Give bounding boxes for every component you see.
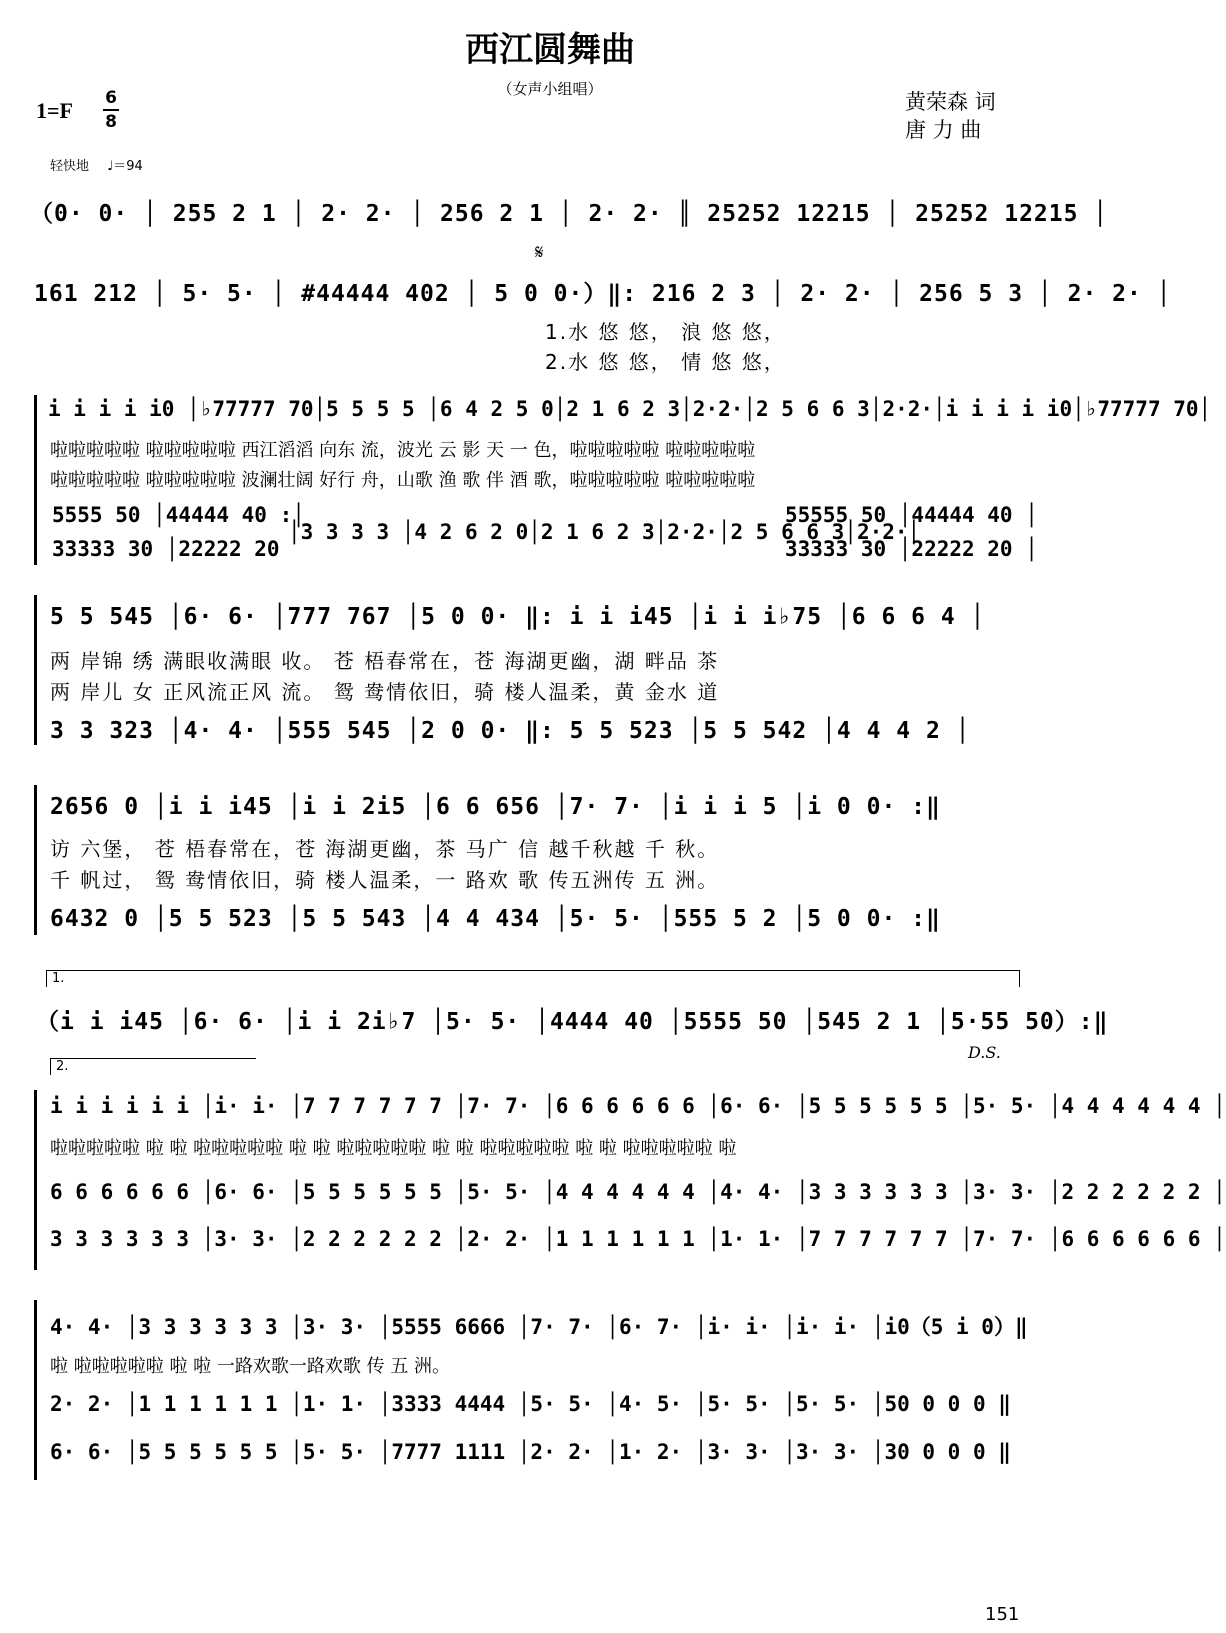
- first-ending-bracket: [46, 970, 1020, 987]
- system-2-notes: 161 212 │ 5· 5· │ #44444 402 │ 5 0 0·）‖: 216 2 3 │ 2· 2· │ 256 5 3 │ 2· 2· │: [34, 281, 1172, 307]
- system-4-harmony: 3 3 323 │4· 4· │555 545 │2 0 0· ‖: 5 5 523 │5 5 542 │4 4 4 2 │: [50, 718, 971, 744]
- tempo-marking: [50, 155, 143, 174]
- system-4-lyric-verse-2: 两 岸儿 女 正风流正风 流。 鸳 鸯情依旧，骑 楼人温柔，黄 金水 道: [50, 680, 720, 704]
- page-number: 151: [985, 1604, 1020, 1625]
- system-3-harmony-end-upper: 55555 50 │44444 40 │: [785, 503, 1038, 527]
- system-3-harmony-middle: │3 3 3 3 │4 2 6 2 0│2 1 6 2 3│2·2·│2 5 6 6 3│2·2·│: [288, 520, 921, 544]
- second-ending-bracket: [50, 1058, 256, 1075]
- system-4-melody: 5 5 545 │6· 6· │777 767 │5 0 0· ‖: i i i45 │i i i♭75 │6 6 6 4 │: [50, 604, 986, 630]
- system-8-lyric: 啦 啦啦啦啦啦 啦 啦 一路欢歌一路欢歌 传 五 洲。: [50, 1356, 451, 1377]
- system-3-harmony-end-lower: 33333 30 │22222 20 │: [785, 537, 1038, 561]
- system-1-notes: （0· 0· │ 255 2 1 │ 2· 2· │ 256 2 1 │ 2· 2· ║ 25252 12215 │ 25252 12215 │: [30, 201, 1109, 227]
- system-8-harmony-upper: 2· 2· │1 1 1 1 1 1 │1· 1· │3333 4444 │5· 5· │4· 5· │5· 5· │5· 5· │50 0 0 0 ‖: [50, 1392, 1011, 1416]
- time-signature-top: 6: [105, 88, 117, 108]
- subtitle: （女声小组唱）: [497, 80, 603, 98]
- dal-segno-mark: D.S.: [968, 1043, 1001, 1062]
- system-3-melody: i i i i i0 │♭77777 70│5 5 5 5 │6 4 2 5 0│2 1 6 2 3│2·2·│2 5 6 6 3│2·2·│i i i i i0│♭77777 70│: [48, 397, 1212, 421]
- system-4-lyric-verse-1: 两 岸锦 绣 满眼收满眼 收。 苍 梧春常在，苍 海湖更幽，湖 畔品 茶: [50, 649, 720, 673]
- system-5-lyric-verse-2: 千 帆过， 鸳 鸯情依旧，骑 楼人温柔，一 路欢 歌 传五洲传 五 洲。: [50, 868, 720, 892]
- system-5-melody: 2656 0 │i i i45 │i i 2i5 │6 6 656 │7· 7· │i i i 5 │i 0 0· :‖: [50, 794, 941, 820]
- segno-sign: 𝄋: [535, 240, 544, 264]
- system-3-lyric-verse-2: 啦啦啦啦啦 啦啦啦啦啦 波澜壮阔 好行 舟，山歌 渔 歌 伴 酒 歌，啦啦啦啦啦 啦啦啦啦啦: [50, 470, 756, 491]
- composer-credit: 唐 力 曲: [905, 118, 982, 142]
- key-signature: 1=F: [36, 98, 73, 123]
- first-ending-label: 1.: [52, 971, 65, 986]
- lyricist-credit: 黄荣森 词: [905, 90, 996, 114]
- system-3-harmony-upper: 5555 50 │44444 40 :│: [52, 503, 305, 527]
- system-5-lyric-verse-1: 访 六堡， 苍 梧春常在，苍 海湖更幽，茶 马广 信 越千秋越 千 秋。: [50, 837, 720, 861]
- system-8-melody: 4· 4· │3 3 3 3 3 3 │3· 3· │5555 6666 │7· 7· │6· 7· │i· i· │i· i· │i0（5 i 0）‖: [50, 1315, 1028, 1339]
- system-7-lyric: 啦啦啦啦啦 啦 啦 啦啦啦啦啦 啦 啦 啦啦啦啦啦 啦 啦 啦啦啦啦啦 啦 啦 啦啦啦啦啦 啦: [50, 1138, 737, 1159]
- system-2-lyric-verse-2: 2.水 悠 悠， 情 悠 悠，: [545, 350, 786, 374]
- page-title: 西江圆舞曲: [465, 30, 635, 70]
- system-7-harmony-lower: 3 3 3 3 3 3 │3· 3· │2 2 2 2 2 2 │2· 2· │1 1 1 1 1 1 │1· 1· │7 7 7 7 7 7 │7· 7· │6 6 6 6 6 6 │: [50, 1227, 1226, 1251]
- tempo-text: 轻快地: [50, 159, 90, 174]
- system-2-lyric-verse-1: 1.水 悠 悠， 浪 悠 悠，: [545, 320, 786, 344]
- second-ending-label: 2.: [56, 1059, 69, 1074]
- time-signature: [103, 88, 119, 132]
- system-7-melody: i i i i i i │i· i· │7 7 7 7 7 7 │7· 7· │6 6 6 6 6 6 │6· 6· │5 5 5 5 5 5 │5· 5· │4 4 4 4 4 4 │: [50, 1094, 1226, 1118]
- system-3-harmony-lower: 33333 30 │22222 20: [52, 537, 280, 561]
- system-5-harmony: 6432 0 │5 5 523 │5 5 543 │4 4 434 │5· 5· │555 5 2 │5 0 0· :‖: [50, 906, 941, 932]
- time-signature-bottom: 8: [105, 112, 117, 132]
- system-6-notes: （i i i45 │6· 6· │i i 2i♭7 │5· 5· │4444 40 │5555 50 │545 2 1 │5·55 50）:‖: [36, 1009, 1109, 1035]
- system-7-harmony-upper: 6 6 6 6 6 6 │6· 6· │5 5 5 5 5 5 │5· 5· │4 4 4 4 4 4 │4· 4· │3 3 3 3 3 3 │3· 3· │2 2 2 2 2 2 │: [50, 1180, 1226, 1204]
- system-3-lyric-verse-1: 啦啦啦啦啦 啦啦啦啦啦 西江滔滔 向东 流，波光 云 影 天 一 色，啦啦啦啦啦 啦啦啦啦啦: [50, 440, 756, 461]
- system-8-harmony-lower: 6· 6· │5 5 5 5 5 5 │5· 5· │7777 1111 │2· 2· │1· 2· │3· 3· │3· 3· │30 0 0 0 ‖: [50, 1440, 1011, 1464]
- tempo-value: ♩＝94: [107, 159, 143, 174]
